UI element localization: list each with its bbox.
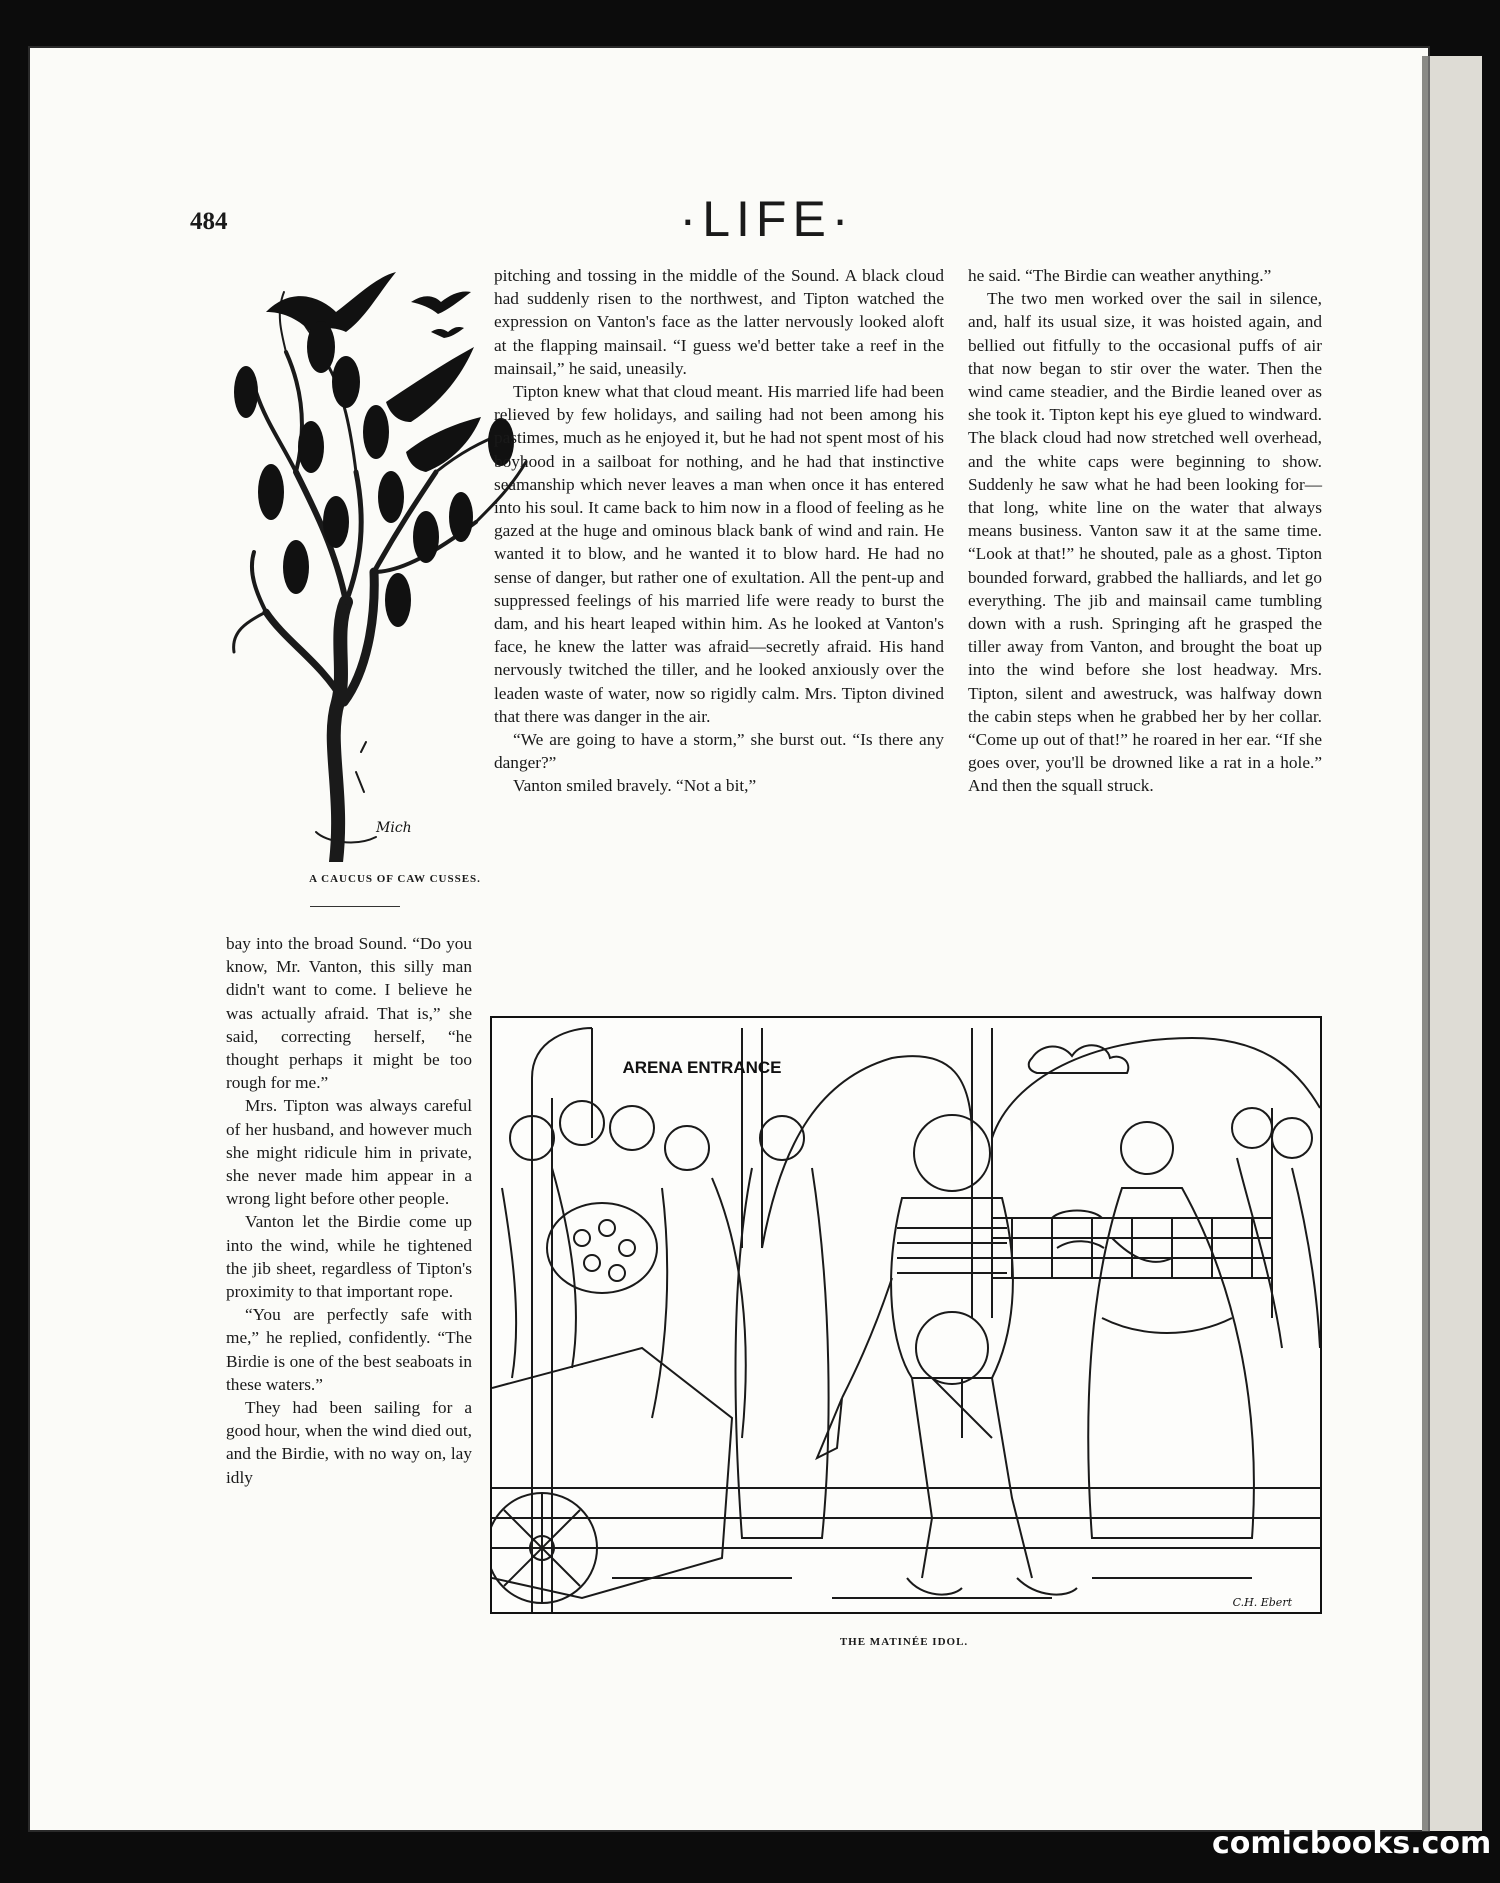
masthead: ·LIFE· — [679, 191, 855, 247]
arena-entrance-sign: ARENA ENTRANCE — [622, 1058, 782, 1077]
paragraph: Vanton smiled bravely. “Not a bit,” — [513, 776, 757, 796]
paragraph: “We are going to have a storm,” she burst out. “Is there any danger?” — [494, 730, 944, 773]
paragraph: Vanton let the Birdie come up into the wind, while he tightened the jib sheet, regardless of Tipton's proximity to that important rope. — [226, 1212, 472, 1302]
next-page-edge — [1428, 56, 1482, 1831]
paragraph: Tipton knew what that cloud meant. His married life had been relieved by few holidays, and sailing had not been among his pastimes, much as he enjoyed it, but he had not spent most of his boyhood in a sailboat for nothing, and he had that instinctive seamanship which never leaves a man when once it has entered into his soul. It came back to him now in a flood of feeling as he gazed at the huge and ominous black bank of wind and rain. He wanted it to blow, and he wanted it to blow hard. He had no sense of danger, but rather one of exultation. All the pent-up and suppressed feelings of his married life were ready to burst the dam, and his heart leaped within him. As he looked at Vanton's face, he knew the latter was afraid—secretly afraid. His hand nervously twitched the tiller, and he looked anxiously over the leaden waste of water, now so rigidly calm. Mrs. Tipton divined that there was danger in the air. — [494, 382, 944, 726]
paragraph: The two men worked over the sail in silence, and, half its usual size, it was hoisted again, and bellied out fitfully to the occasional puffs of air that now began to stir over the water. Then the wind came steadier, and the Birdie leaned over as she took it. Tipton kept his eye glued to windward. The black cloud had now stretched well overhead, and the white caps were beginning to show. Suddenly he saw what he had been looking for—that long, white line on the water that always means business. Vanton saw it at the same time. “Look at that!” he shouted, pale as a ghost. Tipton bounded forward, grabbed the halliards, and let go everything. The jib and mainsail came tumbling down with a rush. Springing aft he grasped the tiller away from Vanton, and brought the boat up into the wind before she lost headway. Mrs. Tipton, silent and awestruck, was halfway down the cabin steps when he grabbed her by her collar. “Come up out of that!” he roared in her ear. “If she goes over, you'll be drowned like a rat in a hole.” And then the squall struck. — [968, 289, 1322, 796]
paragraph: They had been sailing for a good hour, when the wind died out, and the Birdie, with no way on, lay idly — [226, 1398, 472, 1487]
paragraph: Mrs. Tipton was always careful of her husband, and however much she might ridicule him in private, she never made him appear in a wrong light before other people. — [226, 1096, 472, 1209]
matinee-idol-illustration — [490, 1016, 1322, 1614]
column-1 — [226, 932, 472, 1489]
matinee-caption: THE MATINÉE IDOL. — [839, 1636, 969, 1648]
paragraph: “You are perfectly safe with me,” he replied, confidently. “The Birdie is one of the best seaboats in these waters.” — [226, 1305, 472, 1394]
paragraph: he said. “The Birdie can weather anything.” — [968, 266, 1272, 285]
page-number: 484 — [190, 208, 228, 235]
crows-signature: Mich — [376, 820, 412, 836]
column-2 — [494, 264, 944, 798]
crows-caption: A CAUCUS OF CAW CUSSES. — [309, 873, 481, 885]
paragraph: bay into the broad Sound. “Do you know, Mr. Vanton, this silly man didn't want to come. I believe he was actually afraid. That is,” she said, correcting herself, “he thought perhaps it might be too rough for me.” — [226, 934, 472, 1093]
watermark: comicbooks.com — [1212, 1826, 1492, 1861]
matinee-signature: C.H. Ebert — [1232, 1596, 1292, 1609]
caption-rule — [310, 906, 400, 907]
paragraph: pitching and tossing in the middle of the Sound. A black cloud had suddenly risen to the northwest, and Tipton watched the expression on Vanton's face as the latter nervously looked aloft at the flapping mainsail. “I guess we'd better take a reef in the mainsail,” he said, uneasily. — [494, 266, 944, 378]
column-3 — [968, 264, 1322, 798]
